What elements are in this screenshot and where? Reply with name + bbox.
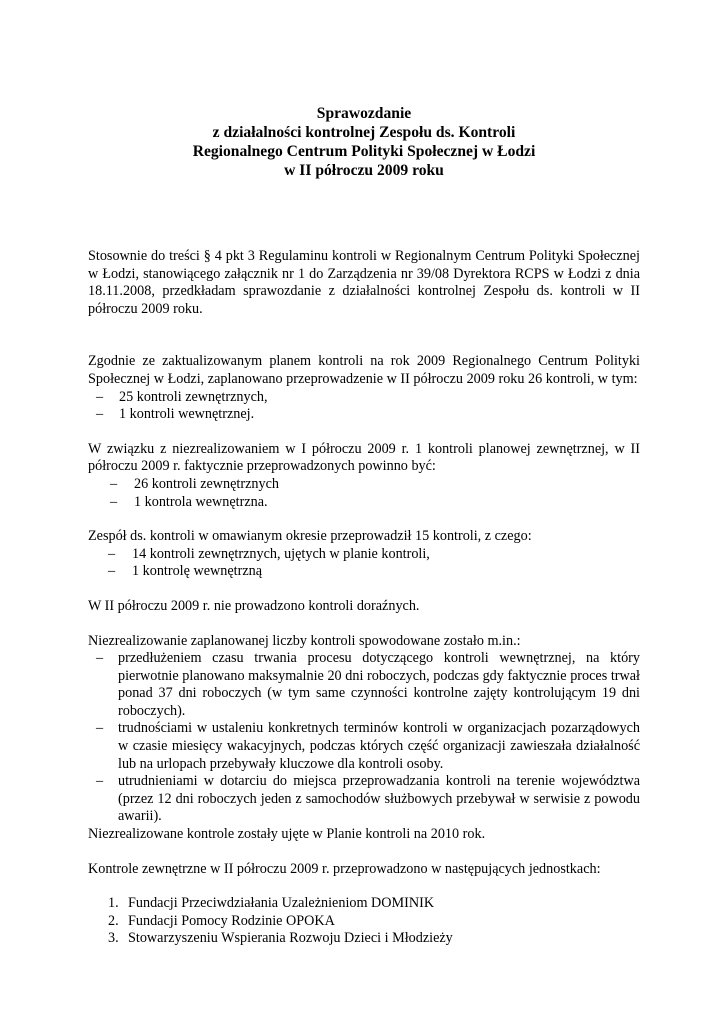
list-item: – 25 kontroli zewnętrznych, bbox=[96, 388, 268, 405]
carry-list bbox=[88, 476, 640, 511]
list-item: – 26 kontroli zewnętrznych bbox=[110, 475, 279, 492]
document-page bbox=[88, 104, 640, 948]
reasons-after: Niezrealizowane kontrole zostały ujęte w Planie kontroli na 2010 rok. bbox=[88, 826, 486, 843]
done-paragraph: Zespół ds. kontroli w omawianym okresie przeprowadził 15 kontroli, z czego: bbox=[88, 528, 532, 545]
list-item: – przedłużeniem czasu trwania procesu dotyczącego kontroli wewnętrznej, na który pierwotnie planowano maksymalnie 20 dni roboczych, podczas gdy faktycznie proces trwał ponad 37 dni roboczych (w tym same czynności kontrolne zajęty kontrolującym 19 dni roboczych). bbox=[96, 650, 640, 719]
intro-paragraph: Stosownie do treści § 4 pkt 3 Regulaminu kontroli w Regionalnym Centrum Polityki Społecznej w Łodzi, stanowiącego załącznik nr 1 do Zarządzenia nr 39/08 Dyrektora RCPS w Łodzi z dnia 18.11.2008, przedkładam sprawozdanie z działalności kontrolnej Zespołu ds. kontroli w II półroczu 2009 roku. bbox=[88, 248, 640, 317]
list-item: – 1 kontroli wewnętrznej. bbox=[96, 406, 255, 423]
list-item: – trudnościami w ustaleniu konkretnych terminów kontroli w organizacjach pozarządowych w czasie miesięcy wakacyjnych, podczas których część organizacji zawieszała działalność lub na urlopach przebywały kluczowe dla kontroli osoby. bbox=[96, 720, 640, 772]
adhoc-paragraph: W II półroczu 2009 r. nie prowadzono kontroli doraźnych. bbox=[88, 597, 420, 614]
list-item: – 1 kontrolę wewnętrzną bbox=[108, 563, 263, 580]
title-line-1: Sprawozdanie bbox=[316, 105, 412, 122]
units-list bbox=[88, 895, 640, 948]
list-item: – 14 kontroli zewnętrznych, ujętych w planie kontroli, bbox=[108, 545, 430, 562]
plan-list bbox=[88, 389, 640, 424]
carry-paragraph: W związku z niezrealizowaniem w I półroczu 2009 r. 1 kontroli planowej zewnętrznej, w II półroczu 2009 r. faktycznie przeprowadzonych powinno być: bbox=[88, 440, 640, 475]
plan-paragraph: Zgodnie ze zaktualizowanym planem kontroli na rok 2009 Regionalnego Centrum Polityki Społecznej w Łodzi, zaplanowano przeprowadzenie w II półroczu 2009 roku 26 kontroli, w tym: bbox=[88, 353, 640, 387]
list-item: – utrudnieniami w dotarciu do miejsca przeprowadzania kontroli na terenie województwa (przez 12 dni roboczych jeden z samochodów służbowych przebywał w serwisie z powodu awarii). bbox=[96, 773, 640, 825]
title-line-4: w II półroczu 2009 roku bbox=[284, 162, 444, 179]
title-line-3: Regionalnego Centrum Polityki Społecznej w Łodzi bbox=[192, 143, 536, 160]
done-list bbox=[88, 546, 640, 581]
reasons-list bbox=[88, 650, 640, 826]
list-item: 1. Fundacji Przeciwdziałania Uzależnieniom DOMINIK bbox=[108, 895, 435, 912]
list-item: – 1 kontrola wewnętrzna. bbox=[110, 493, 268, 510]
external-paragraph: Kontrole zewnętrzne w II półroczu 2009 r. przeprowadzono w następujących jednostkach: bbox=[88, 860, 601, 877]
report-title bbox=[88, 104, 640, 180]
list-item: 2. Fundacji Pomocy Rodzinie OPOKA bbox=[108, 912, 335, 929]
title-line-2: z działalności kontrolnej Zespołu ds. Kontroli bbox=[212, 124, 516, 141]
reasons-paragraph: Niezrealizowanie zaplanowanej liczby kontroli spowodowane zostało m.in.: bbox=[88, 632, 521, 649]
list-item: 3. Stowarzyszeniu Wspierania Rozwoju Dzieci i Młodzieży bbox=[108, 930, 453, 947]
